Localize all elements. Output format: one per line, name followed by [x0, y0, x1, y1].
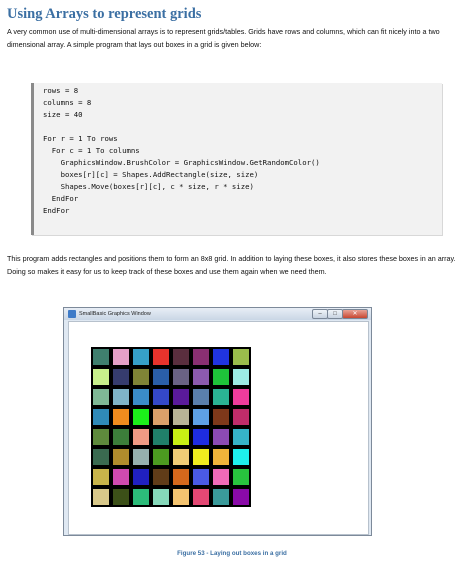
- close-button[interactable]: [342, 309, 368, 319]
- grid-box: [192, 448, 210, 466]
- grid-box: [152, 348, 170, 366]
- grid-box: [152, 408, 170, 426]
- code-line: For c = 1 To columns: [43, 146, 140, 155]
- code-line: Shapes.Move(boxes[r][c], c * size, r * size): [43, 182, 254, 191]
- grid-box: [212, 388, 230, 406]
- grid-box: [192, 348, 210, 366]
- grid-box: [112, 348, 130, 366]
- grid-box: [152, 388, 170, 406]
- grid-box: [192, 488, 210, 506]
- grid-box: [132, 448, 150, 466]
- grid-box: [212, 428, 230, 446]
- grid-box: [152, 488, 170, 506]
- grid-box: [112, 368, 130, 386]
- grid-box: [172, 468, 190, 486]
- code-line: EndFor: [43, 206, 70, 215]
- grid-box: [132, 408, 150, 426]
- grid-box: [132, 348, 150, 366]
- grid-box: [212, 468, 230, 486]
- box-grid: [91, 347, 251, 507]
- grid-box: [112, 408, 130, 426]
- grid-box: [232, 488, 250, 506]
- window-title: SmallBasic Graphics Window: [79, 311, 151, 317]
- section-heading: Using Arrays to represent grids: [7, 6, 202, 22]
- grid-box: [152, 448, 170, 466]
- grid-box: [152, 428, 170, 446]
- grid-box: [192, 408, 210, 426]
- grid-box: [92, 468, 110, 486]
- grid-box: [212, 408, 230, 426]
- grid-box: [92, 488, 110, 506]
- grid-box: [92, 348, 110, 366]
- figure-caption: Figure 53 - Laying out boxes in a grid: [177, 550, 287, 557]
- grid-box: [232, 408, 250, 426]
- grid-box: [192, 368, 210, 386]
- grid-box: [92, 388, 110, 406]
- grid-box: [92, 368, 110, 386]
- maximize-icon: □: [333, 311, 337, 317]
- code-line: [43, 121, 320, 133]
- code-line: For r = 1 To rows: [43, 134, 118, 143]
- grid-box: [232, 348, 250, 366]
- grid-box: [172, 488, 190, 506]
- grid-box: [232, 368, 250, 386]
- graphics-window-screenshot: [63, 307, 372, 536]
- grid-box: [112, 388, 130, 406]
- grid-box: [112, 428, 130, 446]
- grid-box: [212, 348, 230, 366]
- code-listing: [43, 85, 320, 217]
- grid-box: [232, 428, 250, 446]
- grid-box: [172, 388, 190, 406]
- grid-box: [172, 408, 190, 426]
- graphics-canvas: [68, 321, 369, 535]
- grid-box: [132, 488, 150, 506]
- grid-box: [152, 368, 170, 386]
- grid-box: [92, 448, 110, 466]
- grid-box: [192, 388, 210, 406]
- grid-box: [192, 468, 210, 486]
- minimize-icon: –: [318, 311, 322, 317]
- minimize-button[interactable]: [312, 309, 328, 319]
- grid-box: [212, 368, 230, 386]
- code-line: columns = 8: [43, 98, 92, 107]
- grid-box: [232, 468, 250, 486]
- grid-box: [152, 468, 170, 486]
- grid-box: [172, 348, 190, 366]
- grid-box: [172, 428, 190, 446]
- grid-box: [192, 428, 210, 446]
- grid-box: [112, 488, 130, 506]
- grid-box: [172, 448, 190, 466]
- grid-box: [132, 388, 150, 406]
- explanation-paragraph: This program adds rectangles and positions them to form an 8x8 grid. In addition to laying these boxes, it also stores these boxes in an array. Doing so makes it easy for us to keep track of these boxes and use them again when we need them.: [7, 254, 456, 276]
- grid-box: [212, 488, 230, 506]
- code-block: [31, 83, 442, 235]
- window-titlebar: [64, 308, 371, 320]
- grid-box: [132, 428, 150, 446]
- maximize-button[interactable]: [327, 309, 343, 319]
- intro-paragraph: A very common use of multi-dimensional arrays is to represent grids/tables. Grids have rows and columns, which can fit nicely into a two dimensional array. A simple program that lays out boxes in a grid is given below:: [7, 27, 440, 49]
- code-line: rows = 8: [43, 86, 79, 95]
- grid-box: [92, 428, 110, 446]
- close-icon: ✕: [352, 311, 358, 317]
- grid-box: [112, 448, 130, 466]
- grid-box: [172, 368, 190, 386]
- grid-box: [132, 468, 150, 486]
- code-line: GraphicsWindow.BrushColor = GraphicsWindow.GetRandomColor(): [43, 158, 320, 167]
- code-line: EndFor: [43, 194, 79, 203]
- grid-box: [92, 408, 110, 426]
- grid-box: [112, 468, 130, 486]
- grid-box: [212, 448, 230, 466]
- grid-box: [232, 448, 250, 466]
- code-line: size = 40: [43, 110, 83, 119]
- app-icon: [68, 310, 76, 318]
- grid-box: [232, 388, 250, 406]
- grid-box: [132, 368, 150, 386]
- code-line: boxes[r][c] = Shapes.AddRectangle(size, size): [43, 170, 259, 179]
